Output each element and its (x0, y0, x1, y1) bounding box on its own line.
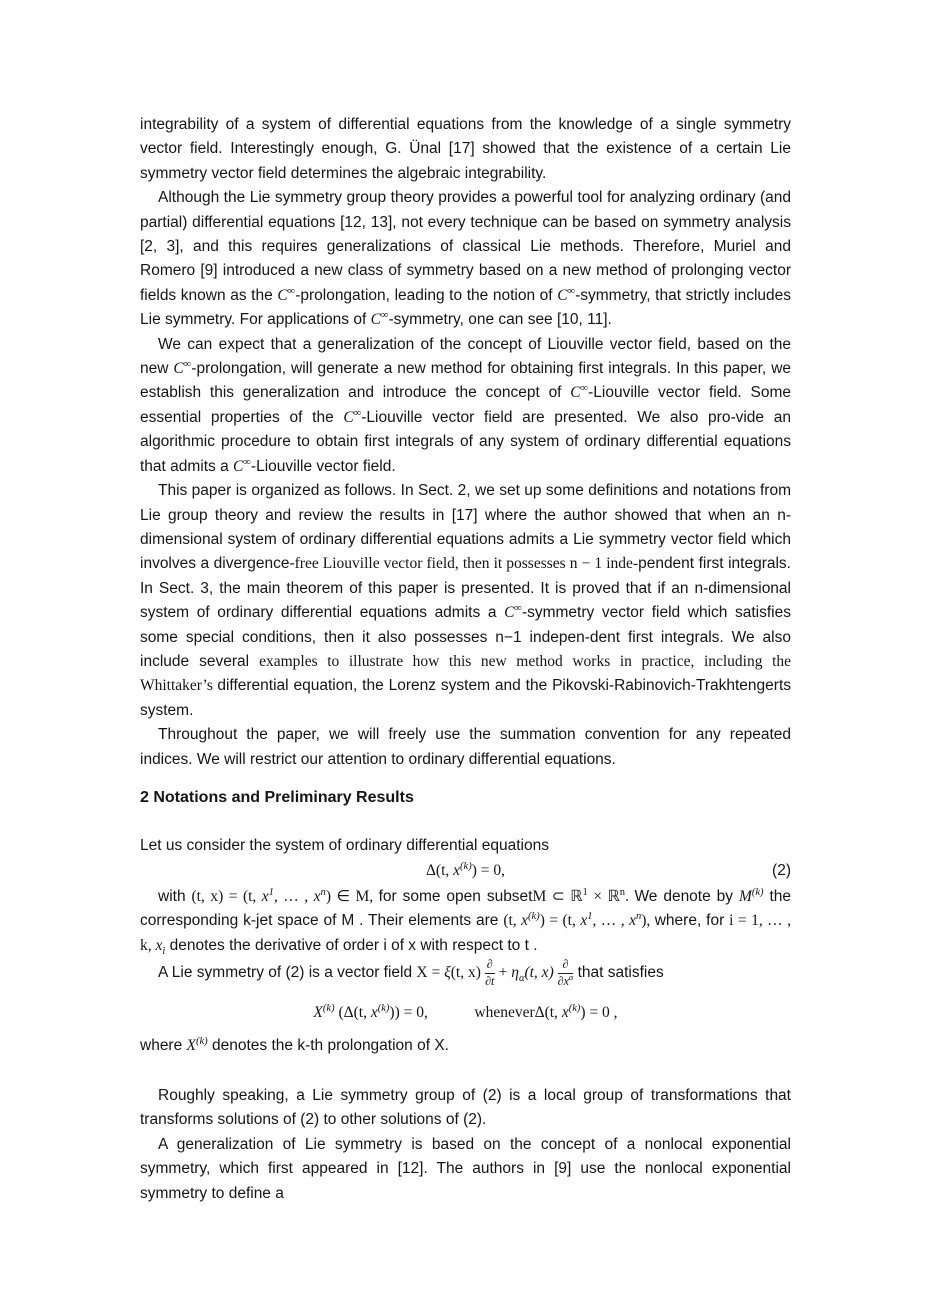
superscript: n (619, 886, 626, 898)
math-fraction (485, 958, 495, 988)
text-segment: $x^{(k)}$ (453, 861, 472, 880)
superscript: ∞ (380, 310, 389, 322)
text-segment: pendent first integrals. In Sect. 3, the main theorem of this paper is presented. It is proved that if an n-dimensional system of ordinary differential equations admits a (140, 555, 791, 622)
superscript: (k) (460, 861, 472, 873)
text-segment: $M^{(k)}$ (738, 886, 764, 905)
text-segment: $x^{(k)}$ (561, 1002, 581, 1022)
text-segment: ), (641, 912, 655, 930)
superscript: n (635, 911, 642, 923)
text-segment: the corresponding k-jet space of M . Their elements are (140, 887, 792, 930)
text-segment: ) = 0 , (580, 1004, 618, 1022)
text-segment: examples to illustrate how this new method works in practice, including the Whittaker’s (140, 652, 792, 695)
document-content (140, 113, 791, 1206)
superscript: ∞ (183, 358, 192, 370)
text-segment: -symmetry, one can see [10, 11]. (388, 311, 612, 329)
subscript: α (518, 973, 525, 985)
display-equation (140, 859, 791, 883)
superscript: 1 (582, 886, 588, 898)
display-equation (140, 1001, 791, 1025)
text-segment: -prolongation, will generate a new method for obtaining first integrals. In this paper, we establish this generalization and introduce the concept of (140, 360, 792, 402)
text-segment: denotes the k-th prolongation of X. (207, 1037, 449, 1055)
text-segment: M ⊂ ℝ$^1$ (532, 886, 588, 905)
text-segment: , … , (592, 912, 630, 930)
text-segment: ) ∈ M, (325, 887, 379, 905)
text-segment: ) = (t, (539, 912, 581, 930)
text-segment: C∞ (343, 407, 362, 426)
text-segment: where, for (654, 912, 730, 930)
text-segment: . (625, 887, 635, 905)
text-segment: $x^{(k)}$ (521, 911, 540, 930)
text-segment: denotes the derivative of order i of x with respect to t . (165, 936, 538, 954)
text-segment: i = 1, … , k, (140, 912, 791, 954)
paragraph (140, 958, 791, 988)
superscript: α (568, 972, 574, 982)
text-segment: where (140, 1037, 187, 1055)
subscript: i (162, 945, 166, 957)
paragraph (140, 1084, 791, 1133)
paragraph (140, 479, 791, 723)
superscript: ∞ (567, 285, 576, 297)
text-segment: $X^{(k)}$ (186, 1036, 208, 1055)
equation-body (313, 1004, 617, 1021)
superscript: (k) (751, 886, 764, 898)
text-segment: -symmetry, that strictly includes Lie symmetry. For applications of (140, 286, 791, 329)
text-segment: C∞ (570, 383, 589, 402)
text-segment: (t, x) (450, 964, 485, 982)
text-segment: $x^n$ (629, 911, 642, 930)
text-segment: integrability of a system of differential equations from the knowledge of a single symmetry vector field. Interestingly enough, G. Ünal [17] showed that the existence of a certain Lie symmetry vector field determines the algebraic integrability. (140, 116, 791, 182)
text-segment: C∞ (277, 285, 296, 304)
text-segment: Although the Lie symmetry group theory provides a powerful tool for analyzing ordinary (and partial) differential equations [12, 13], not every technique can be based on symmetry analysis [2, 3], and this requires generalizations of classical Lie methods. Therefore, Muriel and Romero [9] introduced a new class of symmetry based on a new method of prolonging vector fields known as the (140, 189, 791, 304)
text-segment: -Liouville vector field are presented. We also pro-vide an algorithmic procedure to obtain first integrals of any system of ordinary differential equations that admits a (140, 408, 791, 475)
text-segment: + (494, 964, 512, 982)
text-segment: ξ (444, 964, 451, 982)
fraction-denominator (558, 974, 574, 989)
fraction-denominator (485, 974, 495, 989)
text-segment: (t, (503, 912, 522, 930)
text-segment: C∞ (504, 602, 522, 622)
text-segment: $x^{(k)}$ (370, 1002, 390, 1022)
text-segment: , … , (273, 887, 314, 905)
text-segment: C∞ (557, 285, 576, 304)
superscript: (k) (568, 1002, 581, 1014)
text-segment: $x_i$ (155, 936, 166, 957)
paragraph (140, 1133, 791, 1206)
superscript: (k) (322, 1002, 335, 1014)
section-heading: 2 Notations and Preliminary Results (140, 788, 414, 806)
superscript: n (320, 886, 326, 898)
paragraph (140, 113, 791, 186)
paragraph (140, 723, 791, 772)
fraction-numerator (485, 958, 495, 974)
text-segment: -prolongation, leading to the notion of (295, 286, 558, 304)
text-segment: differential equation, the Lorenz system and the Pikovski-Rabinovich-Trakhtengerts system. (140, 677, 791, 719)
text-segment: C∞ (233, 456, 251, 475)
paragraph (140, 834, 791, 858)
text-segment: (t, x) (524, 964, 558, 982)
text-segment: This paper is organized as follows. In Sect. 2, we set up some definitions and notations from Lie group theory and review the results in [17] where the author showed that when an n-dimensional system of ordinary differential equations admits a Lie symmetry vector field which involves a divergence- (140, 482, 791, 573)
math-fraction (558, 958, 574, 988)
text-segment: We can expect that a generalization of the concept of Liouville vector field, based on the new (140, 335, 791, 378)
text-segment: $\partial x^\alpha$ (557, 972, 574, 988)
text-segment: $x^n$ (313, 886, 326, 905)
fraction-numerator (558, 958, 574, 974)
text-segment: We denote by (634, 887, 739, 905)
text-segment: )) = 0, (389, 1004, 428, 1022)
text-segment: Throughout the paper, we will freely use the summation convention for any repeated indices. We will restrict our attention to ordinary differential equations. (140, 726, 791, 768)
text-segment: C∞ (370, 310, 389, 329)
superscript: ∞ (243, 456, 251, 468)
text-segment: C∞ (173, 358, 192, 378)
superscript: (k) (377, 1002, 390, 1014)
text-segment: ∂t (485, 973, 495, 988)
superscript: 1 (587, 911, 593, 923)
text-segment: for some open subset (378, 887, 533, 905)
text-segment: A Lie symmetry of (2) is a vector field (158, 964, 417, 982)
text-segment: whenever (474, 1004, 535, 1022)
text-segment: × ℝ$^n$ (587, 886, 626, 905)
text-segment (428, 1004, 475, 1021)
equation-body (426, 862, 505, 879)
text-segment: Let us consider the system of ordinary differential equations (140, 836, 549, 854)
superscript: (k) (196, 1036, 208, 1048)
paragraph (140, 885, 791, 958)
text-segment: -Liouville vector field. (250, 457, 396, 475)
text-segment: (Δ(t, (334, 1004, 371, 1022)
text-segment: ∂ (562, 957, 569, 971)
superscript: ∞ (353, 407, 362, 419)
text-segment: $x^1$ (261, 886, 274, 905)
text-segment: X = (416, 964, 445, 982)
text-segment: Δ(t, (534, 1004, 562, 1022)
superscript: 1 (268, 886, 274, 898)
paragraph (140, 186, 791, 332)
superscript: ∞ (580, 383, 589, 395)
text-segment: (t, x) = (t, (191, 887, 262, 905)
text-segment: -symmetry vector field which satisfies some special conditions, then it also possesses n−1 indepen-dent first integrals. We also include several (140, 604, 791, 670)
paragraph (140, 333, 791, 479)
text-segment: A generalization of Lie symmetry is based on the concept of a nonlocal exponential symmetry, which first appeared in [12]. The authors in [9] use the nonlocal exponential symmetry to define a (140, 1135, 791, 1202)
text-segment: $\eta_\alpha$ (511, 964, 525, 985)
text-segment: $x^1$ (580, 911, 593, 930)
text-segment: -Liouville vector field. Some essential properties of the (140, 384, 791, 426)
text-segment: that satisfies (573, 964, 664, 982)
text-segment: $X^{(k)}$ (313, 1002, 335, 1022)
superscript: ∞ (514, 602, 522, 614)
superscript: (k) (528, 911, 540, 923)
text-segment: ∂ (486, 957, 493, 971)
text-segment: free Liouville vector field, then it possesses n − 1 inde- (294, 555, 639, 573)
text-segment: ) = 0, (471, 862, 506, 880)
paragraph (140, 1034, 791, 1058)
text-segment: Δ(t, (425, 862, 454, 880)
text-segment: with (158, 887, 192, 905)
superscript: ∞ (287, 285, 296, 297)
equation-number: (2) (772, 862, 791, 880)
text-segment: Roughly speaking, a Lie symmetry group of (2) is a local group of transformations that transforms solutions of (2) to other solutions of (2). (140, 1086, 791, 1129)
